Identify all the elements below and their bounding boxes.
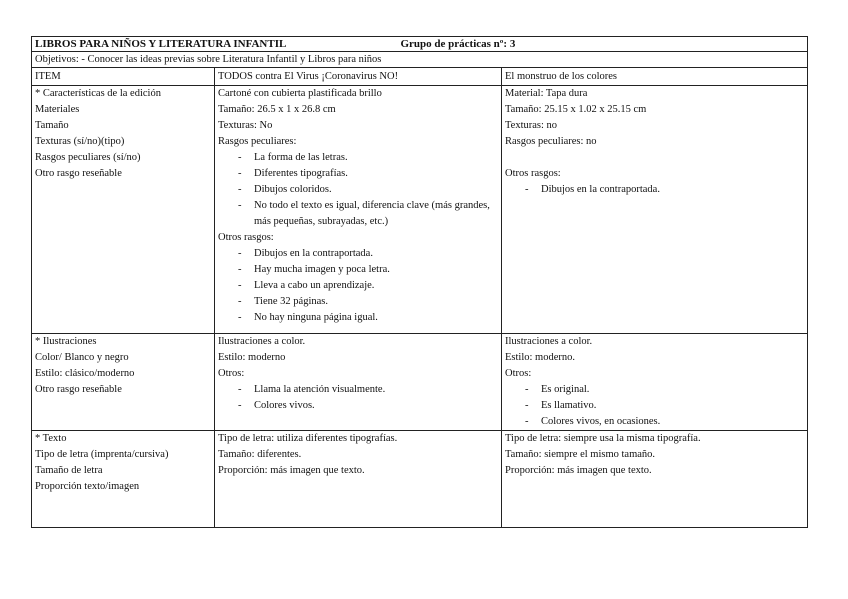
cell-line: Otros: [218,368,245,379]
item-line: Estilo: clásico/moderno [35,368,135,379]
cell-line: Otros rasgos: [218,232,274,243]
objectives-cell: Objetivos: - Conocer las ideas previas sobre Literatura Infantil y Libros para niños [32,52,808,68]
item-line: Proporción texto/imagen [35,481,140,492]
cell-line: Tamaño: diferentes. [218,449,302,460]
header-book-1: TODOS contra El Virus ¡Coronavirus NO! [215,68,502,86]
cell-line: Tipo de letra: utiliza diferentes tipografías. [218,433,398,444]
list-item: - Dibujos coloridos. [218,182,498,198]
title-row [32,37,808,52]
title-cell [32,37,808,52]
book-1-cell [215,86,502,334]
header-item: ITEM [32,68,215,86]
cell-line: Texturas: No [218,120,273,131]
item-line: Otro rasgo reseñable [35,168,122,179]
list-item: - Es original. [505,382,804,398]
cell-line: Texturas: no [505,120,558,131]
item-line: * Texto [35,433,67,444]
item-line: Texturas (sí/no)(tipo) [35,136,125,147]
list-item: - Llama la atención visualmente. [218,382,498,398]
header-row [32,68,808,86]
cell-line: Proporción: más imagen que texto. [218,465,365,476]
item-line: Tamaño de letra [35,465,103,476]
cell-line: Estilo: moderno. [505,352,575,363]
bullet-list [218,382,498,414]
cell-line: Proporción: más imagen que texto. [505,465,652,476]
item-line: Color/ Blanco y negro [35,352,129,363]
cell-line: Tipo de letra: siempre usa la misma tipografía. [505,433,701,444]
bullet-list [505,182,804,198]
header-book-2: El monstruo de los colores [502,68,808,86]
list-item: - La forma de las letras. [218,150,498,166]
list-item: - Colores vivos. [218,398,498,414]
list-item: - No todo el texto es igual, diferencia clave (más grandes, más pequeñas, subrayadas, etc.) [218,198,498,230]
item-line: Rasgos peculiares (sí/no) [35,152,141,163]
cell-line: Ilustraciones a color. [505,336,593,347]
cell-line: Estilo: moderno [218,352,286,363]
worksheet-table [31,36,808,528]
cell-line: Rasgos peculiares: no [505,136,597,147]
table-row-edicion [32,86,808,334]
list-item: - Tiene 32 páginas. [218,294,498,310]
bullet-list [505,382,804,430]
book-1-cell [215,334,502,431]
item-line: Otro rasgo reseñable [35,384,122,395]
list-item: - Colores vivos, en ocasiones. [505,414,804,430]
book-1-cell [215,431,502,528]
spacer [505,150,804,166]
cell-line: Tamaño: 26.5 x 1 x 26.8 cm [218,104,336,115]
cell-line: Tamaño: siempre el mismo tamaño. [505,449,656,460]
item-line: * Ilustraciones [35,336,97,347]
table-row-ilustraciones [32,334,808,431]
cell-line: Otros rasgos: [505,168,561,179]
list-item: - Lleva a cabo un aprendizaje. [218,278,498,294]
bullet-list [218,150,498,230]
list-item: - No hay ninguna página igual. [218,310,498,326]
list-item: - Es llamativo. [505,398,804,414]
list-item: - Hay mucha imagen y poca letra. [218,262,498,278]
objectives-row [32,52,808,68]
cell-line: Cartoné con cubierta plastificada brillo [218,88,382,99]
bullet-list [218,246,498,326]
item-line: Tamaño [35,120,69,131]
book-2-cell [502,334,808,431]
item-cell [32,86,215,334]
item-line: * Características de la edición [35,88,161,99]
document-title: LIBROS PARA NIÑOS Y LITERATURA INFANTIL [35,38,286,50]
item-cell [32,431,215,528]
table-row-texto [32,431,808,528]
group-number: Grupo de prácticas nº: 3 [400,38,516,50]
item-line: Materiales [35,104,80,115]
list-item: - Dibujos en la contraportada. [505,182,804,198]
book-2-cell [502,86,808,334]
cell-line: Rasgos peculiares: [218,136,297,147]
cell-line: Otros: [505,368,532,379]
item-line: Tipo de letra (imprenta/cursiva) [35,449,169,460]
list-item: - Diferentes tipografías. [218,166,498,182]
list-item: - Dibujos en la contraportada. [218,246,498,262]
cell-line: Material: Tapa dura [505,88,588,99]
cell-line: Tamaño: 25.15 x 1.02 x 25.15 cm [505,104,647,115]
book-2-cell [502,431,808,528]
item-cell [32,334,215,431]
cell-line: Ilustraciones a color. [218,336,306,347]
